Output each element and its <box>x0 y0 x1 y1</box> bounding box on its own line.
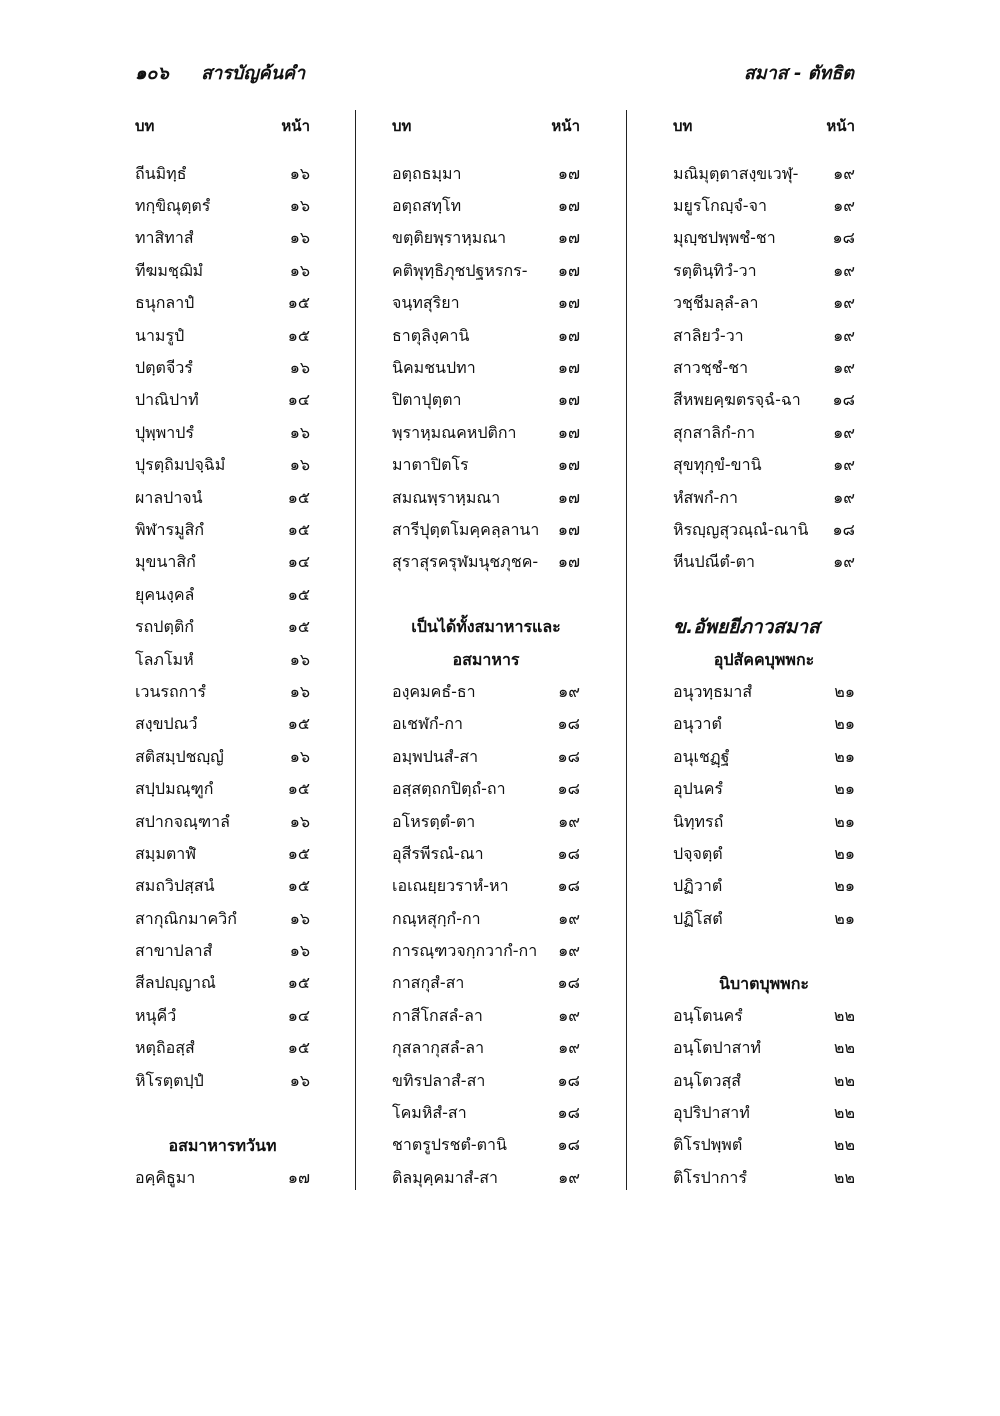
entry-word: มุขนาสิกํ <box>135 552 196 572</box>
entry-word: วชฺชีมลฺลํ-ลา <box>673 293 759 313</box>
entry-list <box>673 1000 855 1194</box>
entry-page: ๑๗ <box>557 455 580 475</box>
entry-page: ๑๖ <box>289 358 310 378</box>
section-heading: เป็นได้ทั้งสมาหารและ <box>411 617 561 637</box>
section-heading: อสมาหาร <box>452 649 520 669</box>
index-entry <box>135 806 310 838</box>
entry-word: โคมหิสํ-สา <box>392 1103 467 1123</box>
entry-word: อุสีรพีรณํ-ณา <box>392 843 484 863</box>
word-label: บท <box>673 117 693 135</box>
index-entry <box>392 968 580 1000</box>
subsection-heading: อุปสัคคบุพพกะ <box>713 649 815 669</box>
index-entry <box>135 1033 310 1065</box>
entry-word: องฺคมคธํ-ธา <box>392 681 476 701</box>
index-entry <box>135 903 310 935</box>
entry-page: ๑๕ <box>287 843 310 863</box>
entry-word: ยุคนงฺคลํ <box>135 584 195 604</box>
page-label: หน้า <box>281 117 310 135</box>
entry-word: สีหพยคฺฆตรจฺฉํ-ฉา <box>673 390 801 410</box>
entry-page: ๑๗ <box>557 325 580 345</box>
entry-page: ๑๖ <box>289 422 310 442</box>
entry-word: อเชฬกํ-กา <box>392 714 464 734</box>
entry-page: ๑๙ <box>833 487 855 507</box>
index-entry <box>673 1065 855 1097</box>
index-entry <box>392 741 580 773</box>
index-column-2 <box>392 110 580 1195</box>
index-entry <box>392 903 580 935</box>
entry-word: ธนุกลาปํ <box>135 293 195 313</box>
index-entry <box>135 223 310 255</box>
entry-page: ๑๕ <box>287 487 310 507</box>
entry-word: หํสพกํ-กา <box>673 487 738 507</box>
entry-word: พิฬารมูสิกํ <box>135 519 205 539</box>
entry-list <box>673 676 855 935</box>
index-entry <box>392 385 580 417</box>
entry-page: ๑๗ <box>557 358 580 378</box>
index-entry <box>392 190 580 222</box>
entry-page: ๑๙ <box>833 325 855 345</box>
entry-page: ๑๙ <box>558 681 580 701</box>
entry-page: ๑๗ <box>557 196 580 216</box>
index-entry <box>392 1065 580 1097</box>
entry-word: ปฏิวาตํ <box>673 876 723 896</box>
index-entry <box>135 644 310 676</box>
entry-word: รถปตฺติกํ <box>135 617 194 637</box>
index-entry <box>135 417 310 449</box>
entry-word: หตฺถิอสฺสํ <box>135 1038 195 1058</box>
index-entry <box>135 1065 310 1097</box>
entry-word: ติโรปพฺพตํ <box>673 1135 743 1155</box>
entry-word: มาตาปิตโร <box>392 455 469 475</box>
index-entry <box>135 709 310 741</box>
entry-word: อนฺโตปาสาทํ <box>673 1038 761 1058</box>
entry-word: สมถวิปสฺสนํ <box>135 876 215 896</box>
entry-word: สารีปุตฺตโมคฺคลฺลานา <box>392 519 540 539</box>
entry-page: ๑๙ <box>833 455 855 475</box>
entry-word: อสฺสตฺถกปิตฺถํ-ถา <box>392 779 506 799</box>
entry-word: สปากจณฺฑาลํ <box>135 811 230 831</box>
entry-word: ปฏิโสตํ <box>673 908 723 928</box>
column-header <box>392 110 580 142</box>
entry-word: กุสลากุสลํ-ลา <box>392 1038 485 1058</box>
entry-word: ขตฺติยพฺราหฺมณา <box>392 228 507 248</box>
entry-page: ๒๑ <box>834 779 855 799</box>
entry-word: ปุรตฺถิมปจฺฉิมํ <box>135 455 226 475</box>
section-heading: อสมาหารทวันท <box>168 1135 277 1155</box>
index-entry <box>135 968 310 1000</box>
entry-page: ๑๘ <box>557 779 580 799</box>
index-entry <box>135 190 310 222</box>
index-entry <box>392 255 580 287</box>
entry-page: ๑๕ <box>287 617 310 637</box>
index-entry <box>673 320 855 352</box>
index-entry <box>392 871 580 903</box>
entry-page: ๑๖ <box>289 228 310 248</box>
entry-word: สงฺขปณวํ <box>135 714 198 734</box>
entry-word: กาสกุสํ-สา <box>392 973 465 993</box>
entry-page: ๒๑ <box>834 876 855 896</box>
index-entry <box>135 741 310 773</box>
entry-word: อุปนครํ <box>673 779 723 799</box>
entry-word: จนฺทสุริยา <box>392 293 460 313</box>
column-divider <box>626 110 627 1190</box>
entry-word: สปฺปมณฺฑูกํ <box>135 779 214 799</box>
entry-page: ๑๗ <box>557 422 580 442</box>
entry-word: มุญฺชปพฺพชํ-ชา <box>673 228 776 248</box>
entry-page: ๑๕ <box>287 325 310 345</box>
index-entry <box>673 1162 855 1194</box>
entry-page: ๑๙ <box>558 941 580 961</box>
entry-page: ๑๘ <box>557 746 580 766</box>
entry-word: อตฺถสทฺโท <box>392 196 462 216</box>
entry-page: ๑๖ <box>289 649 310 669</box>
index-entry <box>673 385 855 417</box>
entry-word: สมฺมตาฬํ <box>135 843 197 863</box>
entry-page: ๑๘ <box>557 1103 580 1123</box>
entry-word: อคฺคิธูมา <box>135 1167 196 1187</box>
index-entry <box>392 935 580 967</box>
index-entry <box>392 1130 580 1162</box>
index-entry <box>135 158 310 190</box>
column-divider <box>355 110 356 1190</box>
entry-page: ๑๕ <box>287 779 310 799</box>
index-entry <box>135 611 310 643</box>
entry-page: ๒๒ <box>833 1167 855 1187</box>
index-entry <box>673 871 855 903</box>
column-header <box>135 110 310 142</box>
index-entry <box>135 838 310 870</box>
entry-word: สุราสุรครุฬมนุชภุชค- <box>392 552 539 572</box>
entry-word: สากุณิกมาควิกํ <box>135 908 237 928</box>
entry-word: คติพุทฺธิภุชปฐหรกร- <box>392 260 528 280</box>
entry-page: ๑๙ <box>833 293 855 313</box>
entry-word: หนุคีวํ <box>135 1005 177 1025</box>
entry-word: ทาสิทาสํ <box>135 228 194 248</box>
index-entry <box>673 741 855 773</box>
entry-word: ปตฺตจีวรํ <box>135 358 193 378</box>
index-column-3 <box>673 110 855 1195</box>
entry-page: ๑๖ <box>289 1070 310 1090</box>
index-entry <box>392 709 580 741</box>
index-entry <box>135 352 310 384</box>
entry-page: ๑๖ <box>289 811 310 831</box>
index-entry <box>673 158 855 190</box>
page-label: หน้า <box>826 117 855 135</box>
entry-word: กาสีโกสลํ-ลา <box>392 1005 483 1025</box>
entry-page: ๑๗ <box>557 228 580 248</box>
entry-page: ๑๔ <box>287 552 310 572</box>
index-entry <box>673 255 855 287</box>
index-entry <box>673 903 855 935</box>
entry-page: ๑๖ <box>289 681 310 701</box>
index-entry <box>392 288 580 320</box>
entry-word: มยูรโกญฺจํ-จา <box>673 196 767 216</box>
entry-word: โลภโมหํ <box>135 649 194 669</box>
index-entry <box>135 871 310 903</box>
index-entry <box>392 514 580 546</box>
index-entry <box>392 1097 580 1129</box>
entry-word: ถีนมิทฺธํ <box>135 163 187 183</box>
entry-page: ๑๙ <box>558 1038 580 1058</box>
index-entry <box>135 482 310 514</box>
entry-page: ๑๗ <box>557 487 580 507</box>
entry-word: มณิมุตฺตาสงฺขเวฬุ- <box>673 163 799 183</box>
entry-page: ๑๗ <box>557 552 580 572</box>
entry-word: เอเณยฺยวราหํ-หา <box>392 876 509 896</box>
entry-page: ๑๙ <box>833 163 855 183</box>
index-entry <box>135 255 310 287</box>
entry-page: ๑๗ <box>557 293 580 313</box>
index-entry <box>673 547 855 579</box>
entry-list <box>135 158 310 1097</box>
index-entry <box>392 158 580 190</box>
entry-word: อนฺโตนครํ <box>673 1005 743 1025</box>
entry-word: อุปริปาสาทํ <box>673 1103 750 1123</box>
entry-page: ๑๕ <box>287 293 310 313</box>
index-entry <box>392 547 580 579</box>
entry-page: ๑๙ <box>833 422 855 442</box>
entry-page: ๒๒ <box>833 1135 855 1155</box>
index-entry <box>673 1130 855 1162</box>
entry-page: ๑๘ <box>557 1070 580 1090</box>
entry-page: ๑๖ <box>289 455 310 475</box>
index-entry <box>135 676 310 708</box>
entry-page: ๑๙ <box>833 196 855 216</box>
index-entry <box>392 352 580 384</box>
index-entry <box>135 1162 310 1194</box>
column-header <box>673 110 855 142</box>
entry-word: ทีฆมชฺฌิมํ <box>135 260 204 280</box>
entry-word: การณฺฑวจกฺกวากํ-กา <box>392 941 538 961</box>
entry-word: สติสมฺปชญฺญํ <box>135 746 224 766</box>
entry-page: ๑๘ <box>557 843 580 863</box>
entry-page: ๑๕ <box>287 1038 310 1058</box>
index-entry <box>673 1033 855 1065</box>
index-entry <box>135 1000 310 1032</box>
entry-page: ๑๘ <box>832 228 855 248</box>
index-entry <box>392 1033 580 1065</box>
entry-page: ๑๘ <box>832 390 855 410</box>
entry-page: ๑๖ <box>289 163 310 183</box>
entry-page: ๑๙ <box>833 552 855 572</box>
entry-page: ๑๕ <box>287 714 310 734</box>
entry-word: ทกฺขิณุตฺตรํ <box>135 196 211 216</box>
entry-word: อตฺถธมฺมา <box>392 163 462 183</box>
entry-page: ๑๙ <box>558 908 580 928</box>
entry-page: ๒๑ <box>834 811 855 831</box>
entry-page: ๑๕ <box>287 973 310 993</box>
entry-word: ปจฺจตฺตํ <box>673 843 723 863</box>
book-title: สารบัญค้นคำ <box>201 63 306 84</box>
entry-word: ปิตาปุตฺตา <box>392 390 462 410</box>
entry-word: เวนรถการํ <box>135 681 206 701</box>
index-entry <box>392 223 580 255</box>
entry-word: กณฺหสุกฺกํ-กา <box>392 908 481 928</box>
entry-word: อมฺพปนสํ-สา <box>392 746 479 766</box>
index-entry <box>135 320 310 352</box>
index-entry <box>392 806 580 838</box>
index-entry <box>135 547 310 579</box>
page-header-left <box>135 58 305 87</box>
index-entry <box>135 579 310 611</box>
entry-word: นิคมชนปทา <box>392 358 476 378</box>
index-entry <box>392 838 580 870</box>
index-entry <box>392 773 580 805</box>
entry-word: สาวชฺชํ-ชา <box>673 358 749 378</box>
entry-word: สุกสาลิกํ-กา <box>673 422 756 442</box>
index-entry <box>673 190 855 222</box>
entry-word: หิโรตฺตปฺปํ <box>135 1070 204 1090</box>
entry-page: ๑๙ <box>558 1005 580 1025</box>
entry-page: ๑๖ <box>289 746 310 766</box>
index-entry <box>392 482 580 514</box>
index-entry <box>673 352 855 384</box>
entry-page: ๑๘ <box>557 714 580 734</box>
entry-list <box>135 1162 310 1194</box>
entry-page: ๑๕ <box>287 584 310 604</box>
entry-page: ๑๗ <box>557 519 580 539</box>
entry-list <box>392 158 580 579</box>
index-entry <box>135 385 310 417</box>
entry-word: พฺราหฺมณคหปติกา <box>392 422 517 442</box>
entry-word: ธาตุลิงฺคานิ <box>392 325 470 345</box>
entry-page: ๑๘ <box>557 973 580 993</box>
index-entry <box>673 709 855 741</box>
index-entry <box>392 417 580 449</box>
entry-word: อนฺโตวสฺสํ <box>673 1070 742 1090</box>
entry-page: ๒๑ <box>834 908 855 928</box>
entry-page: ๑๗ <box>557 260 580 280</box>
index-entry <box>392 1162 580 1194</box>
entry-page: ๒๒ <box>833 1070 855 1090</box>
entry-page: ๑๔ <box>287 1005 310 1025</box>
entry-page: ๑๘ <box>557 1135 580 1155</box>
index-entry <box>673 806 855 838</box>
entry-page: ๒๑ <box>834 746 855 766</box>
entry-word: สีลปญฺญาณํ <box>135 973 216 993</box>
index-entry <box>392 450 580 482</box>
section-heading: ข.อัพยยีภาวสมาส <box>673 616 820 639</box>
word-label: บท <box>135 117 155 135</box>
entry-page: ๑๖ <box>289 260 310 280</box>
index-entry <box>135 773 310 805</box>
index-entry <box>392 676 580 708</box>
index-entry <box>673 838 855 870</box>
entry-page: ๑๙ <box>833 358 855 378</box>
index-entry <box>135 450 310 482</box>
entry-page: ๑๔ <box>287 390 310 410</box>
index-entry <box>673 676 855 708</box>
index-entry <box>673 514 855 546</box>
entry-word: หีนปณีตํ-ตา <box>673 552 756 572</box>
index-entry <box>135 514 310 546</box>
index-entry <box>135 935 310 967</box>
entry-word: นิทฺทรถํ <box>673 811 724 831</box>
entry-page: ๑๙ <box>833 260 855 280</box>
entry-page: ๑๕ <box>287 876 310 896</box>
index-entry <box>673 223 855 255</box>
entry-word: สุขทุกฺขํ-ขานิ <box>673 455 762 475</box>
entry-word: ผาลปาจนํ <box>135 487 203 507</box>
index-entry <box>673 1097 855 1129</box>
entry-word: สาขาปลาสํ <box>135 941 213 961</box>
entry-word: ชาตรูปรชตํ-ตานิ <box>392 1135 507 1155</box>
page-label: หน้า <box>551 117 580 135</box>
entry-word: นามรูปํ <box>135 325 185 345</box>
entry-page: ๑๙ <box>558 811 580 831</box>
entry-word: สมณพฺราหฺมณา <box>392 487 501 507</box>
entry-word: อโหรตฺตํ-ตา <box>392 811 476 831</box>
entry-page: ๒๑ <box>834 681 855 701</box>
index-entry <box>135 288 310 320</box>
entry-list <box>673 158 855 579</box>
entry-word: อนุเชฏฺฐํ <box>673 746 730 766</box>
entry-word: สาลิยวํ-วา <box>673 325 744 345</box>
entry-word: รตฺตินฺทิวํ-วา <box>673 260 757 280</box>
entry-word: ปาณิปาทํ <box>135 390 199 410</box>
entry-page: ๒๒ <box>833 1038 855 1058</box>
page-range: สมาส - ตัทธิต <box>743 63 854 84</box>
index-entry <box>673 482 855 514</box>
entry-word: อนุวทฺธมาสํ <box>673 681 753 701</box>
entry-page: ๑๖ <box>289 941 310 961</box>
index-column-1 <box>135 110 310 1195</box>
index-entry <box>673 417 855 449</box>
entry-list <box>392 676 580 1194</box>
entry-page: ๑๗ <box>557 163 580 183</box>
entry-page: ๒๒ <box>833 1005 855 1025</box>
page-number: ๑๐๖ <box>135 63 169 84</box>
entry-word: ติโรปาการํ <box>673 1167 747 1187</box>
entry-word: ติลมุคฺคมาสํ-สา <box>392 1167 498 1187</box>
entry-page: ๒๑ <box>834 843 855 863</box>
index-entry <box>392 1000 580 1032</box>
index-entry <box>392 320 580 352</box>
entry-page: ๑๗ <box>557 390 580 410</box>
entry-word: อนุวาตํ <box>673 714 722 734</box>
entry-page: ๑๘ <box>557 876 580 896</box>
index-entry <box>673 450 855 482</box>
entry-word: ปุพฺพาปรํ <box>135 422 194 442</box>
word-label: บท <box>392 117 412 135</box>
subsection-heading: นิบาตบุพพกะ <box>719 973 809 993</box>
entry-word: ขทิรปลาสํ-สา <box>392 1070 486 1090</box>
entry-page: ๒๑ <box>834 714 855 734</box>
entry-page: ๑๘ <box>832 519 855 539</box>
entry-page: ๑๖ <box>289 908 310 928</box>
entry-page: ๑๙ <box>558 1167 580 1187</box>
entry-page: ๑๕ <box>287 519 310 539</box>
entry-word: หิรญฺญสุวณฺณํ-ณานิ <box>673 519 809 539</box>
entry-page: ๒๒ <box>833 1103 855 1123</box>
index-entry <box>673 773 855 805</box>
entry-page: ๑๗ <box>287 1167 310 1187</box>
entry-page: ๑๖ <box>289 196 310 216</box>
index-entry <box>673 288 855 320</box>
index-entry <box>673 1000 855 1032</box>
